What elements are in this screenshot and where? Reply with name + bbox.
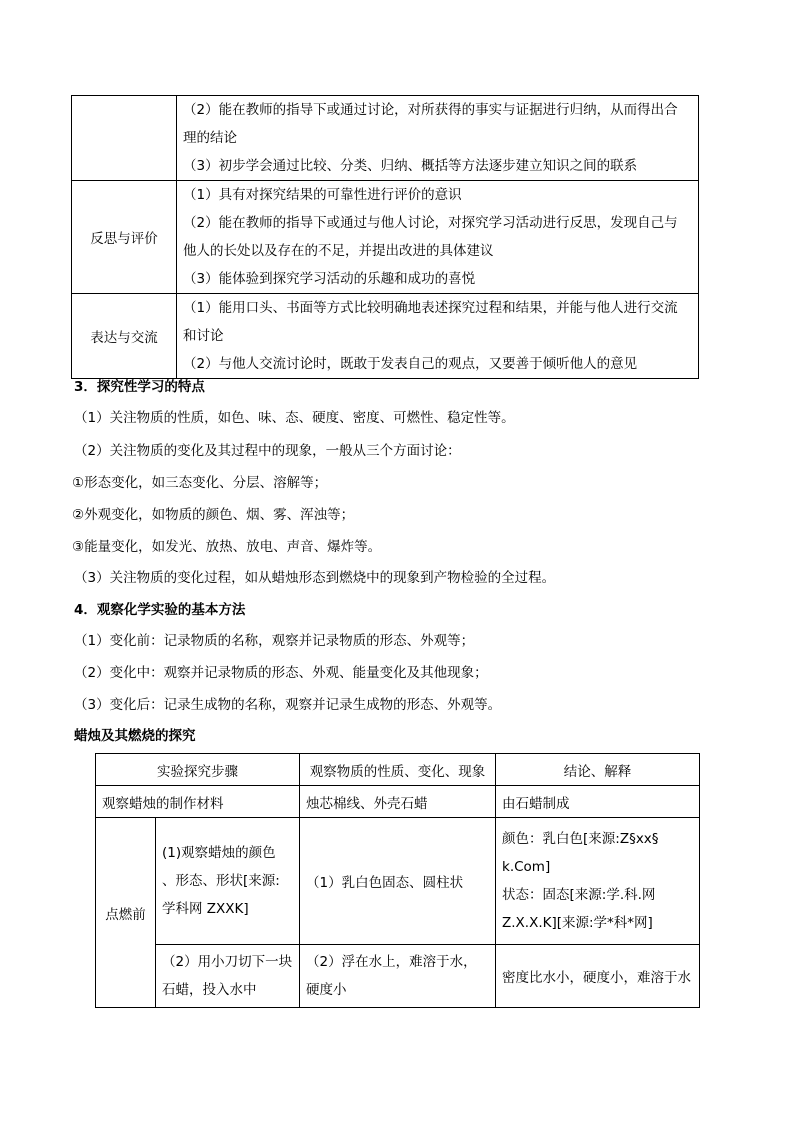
- table-row: [96, 786, 700, 818]
- table-cell: 观察蜡烛的制作材料: [96, 786, 300, 818]
- table-cell: [300, 945, 496, 1008]
- item-text: （1）具有对探究结果的可靠性进行评价的意识: [183, 187, 462, 203]
- cell-line: （2）浮在水上，难溶于水，: [306, 954, 477, 970]
- item-text: （3）能体验到探究学习活动的乐趣和成功的喜悦: [183, 271, 476, 287]
- item-text: （1）能用口头、书面等方式比较明确地表述探究过程和结果，并能与他人进行交流: [183, 300, 678, 316]
- cell-line: 学科网 ZXXK]: [162, 901, 249, 917]
- table-row: [96, 945, 700, 1008]
- item-text: 和讨论: [183, 328, 224, 344]
- cell-line: 石蜡，投入水中: [162, 982, 257, 998]
- table-cell: 烛芯棉线、外壳石蜡: [300, 786, 496, 818]
- cell-line: （2）用小刀切下一块: [162, 954, 293, 970]
- content-cell: [177, 96, 699, 181]
- table-row: [72, 96, 699, 181]
- cell-line: 、形态、形状[来源:: [162, 873, 280, 889]
- item-text: 他人的长处以及存在的不足，并提出改进的具体建议: [183, 243, 494, 259]
- stage-cell: 点燃前: [96, 818, 156, 1008]
- category-cell: 表达与交流: [72, 294, 177, 379]
- table-cell: [496, 818, 700, 945]
- table-header-row: [96, 754, 700, 786]
- cell-line: (1)观察蜡烛的颜色: [162, 845, 276, 861]
- content-cell: [177, 294, 699, 379]
- paragraph: （1）变化前：记录物质的名称，观察并记录物质的形态、外观等；: [74, 633, 475, 649]
- header-cell: 实验探究步骤: [96, 754, 300, 786]
- cell-line: 状态：固态[来源:学.科.网: [502, 887, 656, 903]
- table-row: [72, 294, 699, 379]
- table-row: [72, 181, 699, 294]
- header-cell: 观察物质的性质、变化、现象: [300, 754, 496, 786]
- header-cell: 结论、解释: [496, 754, 700, 786]
- candle-experiment-table: [95, 753, 700, 1008]
- item-text: （2）能在教师的指导下或通过讨论，对所获得的事实与证据进行归纳，从而得出合: [183, 102, 678, 118]
- paragraph: （3）变化后：记录生成物的名称，观察并记录生成物的形态、外观等。: [74, 697, 502, 713]
- cell-line: 硬度小: [306, 982, 347, 998]
- paragraph: （3）关注物质的变化过程，如从蜡烛形态到燃烧中的现象到产物检验的全过程。: [74, 570, 556, 586]
- paragraph: ③能量变化，如发光、放热、放电、声音、爆炸等。: [72, 539, 382, 555]
- table-row: [96, 818, 700, 945]
- cell-line: k.Com]: [502, 859, 551, 875]
- table-cell: （1）乳白色固态、圆柱状: [300, 818, 496, 945]
- table-cell: 由石蜡制成: [496, 786, 700, 818]
- table-cell: 密度比水小，硬度小，难溶于水: [496, 945, 700, 1008]
- item-text: （2）能在教师的指导下或通过与他人讨论，对探究学习活动进行反思，发现自己与: [183, 215, 678, 231]
- table-cell: [156, 818, 300, 945]
- cell-line: Z.X.X.K][来源:学*科*网]: [502, 915, 653, 931]
- section3-heading: 3．探究性学习的特点: [74, 379, 205, 395]
- category-cell: 反思与评价: [72, 181, 177, 294]
- paragraph: ①形态变化，如三态变化、分层、溶解等；: [72, 475, 328, 491]
- item-text: 理的结论: [183, 130, 237, 146]
- paragraph: ②外观变化，如物质的颜色、烟、雾、浑浊等；: [72, 507, 355, 523]
- category-cell: [72, 96, 177, 181]
- table-cell: [156, 945, 300, 1008]
- item-text: （3）初步学会通过比较、分类、归纳、概括等方法逐步建立知识之间的联系: [183, 158, 638, 174]
- candle-heading: 蜡烛及其燃烧的探究: [74, 728, 196, 744]
- inquiry-skills-table: [71, 95, 699, 379]
- item-text: （2）与他人交流讨论时，既敢于发表自己的观点，又要善于倾听他人的意见: [183, 356, 638, 372]
- section4-heading: 4．观察化学实验的基本方法: [74, 602, 246, 618]
- content-cell: [177, 181, 699, 294]
- cell-line: 颜色：乳白色[来源:Z§xx§: [502, 831, 659, 847]
- paragraph: （1）关注物质的性质，如色、味、态、硬度、密度、可燃性、稳定性等。: [74, 410, 515, 426]
- paragraph: （2）关注物质的变化及其过程中的现象，一般从三个方面讨论：: [74, 443, 461, 459]
- paragraph: （2）变化中：观察并记录物质的形态、外观、能量变化及其他现象；: [74, 665, 488, 681]
